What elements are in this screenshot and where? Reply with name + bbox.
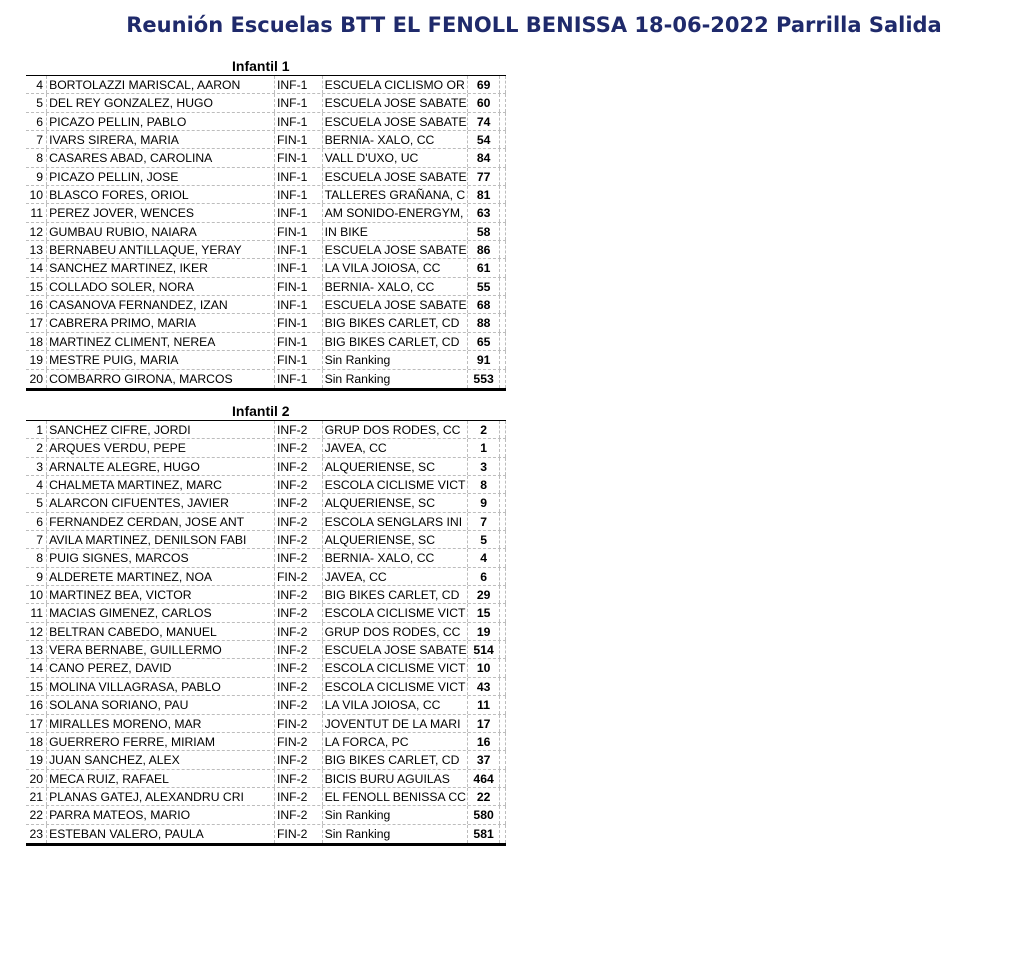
table-row [26, 351, 506, 369]
rider-name-cell: BORTOLAZZI MARISCAL, AARON [47, 76, 275, 93]
club-cell: GRUP DOS RODES, CC [323, 421, 468, 438]
club-cell: JAVEA, CC [323, 439, 468, 456]
club-cell: ESCUELA JOSE SABATE [324, 96, 467, 111]
club-cell: ALQUERIENSE, SC [323, 531, 468, 548]
start-position-cell: 16 [26, 296, 47, 313]
rider-name-cell: BLASCO FORES, ORIOL [47, 186, 275, 203]
rider-name-cell: ALDERETE MARTINEZ, NOA [47, 568, 275, 585]
club-cell: ALQUERIENSE, SC [323, 458, 468, 475]
start-position-cell: 17 [26, 314, 47, 331]
start-position-cell: 20 [26, 770, 47, 787]
ranking-points-cell: 29 [468, 586, 500, 603]
cell-padding [500, 94, 506, 111]
category-cell: FIN-1 [275, 131, 323, 148]
club-cell: BIG BIKES CARLET, CD [323, 314, 468, 331]
start-position-cell: 21 [26, 788, 47, 805]
club-cell: BICIS BURU AGUILAS [323, 770, 468, 787]
table-row [26, 770, 506, 788]
category-cell: FIN-2 [275, 568, 323, 585]
cell-padding [500, 788, 506, 805]
start-position-cell: 3 [26, 458, 47, 475]
page-title: Reunión Escuelas BTT EL FENOLL BENISSA 18-06-2022 Parrilla Salida [126, 13, 942, 37]
cell-padding [500, 241, 506, 258]
start-grid-table [26, 75, 506, 391]
table-row [26, 513, 506, 531]
cell-padding [500, 549, 506, 566]
rider-name-cell: GUERRERO FERRE, MIRIAM [47, 733, 275, 750]
group-title: Infantil 2 [232, 403, 290, 419]
start-position-cell: 19 [26, 351, 47, 368]
ranking-points-cell: 86 [468, 241, 500, 258]
table-row [26, 223, 506, 241]
start-position-cell: 12 [26, 623, 47, 640]
cell-padding [500, 76, 506, 93]
club-cell: BERNIA- XALO, CC [323, 278, 468, 295]
table-row [26, 549, 506, 567]
rider-name-cell: PICAZO PELLIN, JOSE [47, 168, 275, 185]
table-row [26, 494, 506, 512]
category-cell: INF-2 [275, 458, 323, 475]
club-cell: ESCUELA JOSE SABATE [324, 643, 467, 658]
ranking-points-cell: 84 [468, 149, 500, 166]
table-row [26, 149, 506, 167]
rider-name-cell: ALARCON CIFUENTES, JAVIER [47, 494, 275, 511]
group-infantil-2 [26, 402, 506, 846]
ranking-points-cell: 74 [468, 113, 500, 130]
category-cell: INF-1 [275, 94, 323, 111]
rider-name-cell: MIRALLES MORENO, MAR [47, 715, 275, 732]
ranking-points-cell: 4 [468, 549, 500, 566]
category-cell: INF-1 [275, 241, 323, 258]
rider-name-cell: SANCHEZ MARTINEZ, IKER [47, 259, 275, 276]
ranking-points-cell: 2 [468, 421, 500, 438]
start-position-cell: 7 [26, 531, 47, 548]
ranking-points-cell: 68 [468, 296, 500, 313]
table-row [26, 788, 506, 806]
rider-name-cell: MARTINEZ CLIMENT, NEREA [47, 333, 275, 350]
ranking-points-cell: 9 [468, 494, 500, 511]
ranking-points-cell: 15 [468, 604, 500, 621]
category-cell: FIN-1 [275, 333, 323, 350]
table-row [26, 204, 506, 222]
start-position-cell: 10 [26, 186, 47, 203]
start-position-cell: 4 [26, 476, 47, 493]
table-row [26, 715, 506, 733]
club-cell: BIG BIKES CARLET, CD [323, 333, 468, 350]
start-position-cell: 5 [26, 94, 47, 111]
start-position-cell: 8 [26, 149, 47, 166]
club-cell: ESCUELA JOSE SABATE [324, 243, 467, 258]
category-cell: FIN-1 [275, 149, 323, 166]
category-cell: INF-1 [275, 76, 323, 93]
ranking-points-cell: 10 [468, 659, 500, 676]
ranking-points-cell: 22 [468, 788, 500, 805]
table-row [26, 296, 506, 314]
ranking-points-cell: 58 [468, 223, 500, 240]
start-position-cell: 11 [26, 204, 47, 221]
category-cell: INF-2 [275, 696, 323, 713]
rider-name-cell: SANCHEZ CIFRE, JORDI [47, 421, 275, 438]
ranking-points-cell: 8 [468, 476, 500, 493]
cell-padding [500, 623, 506, 640]
cell-padding [500, 641, 506, 658]
ranking-points-cell: 88 [468, 314, 500, 331]
cell-padding [500, 421, 506, 438]
rider-name-cell: VERA BERNABE, GUILLERMO [47, 641, 275, 658]
rider-name-cell: CASANOVA FERNANDEZ, IZAN [47, 296, 275, 313]
start-position-cell: 16 [26, 696, 47, 713]
club-cell: Sin Ranking [323, 825, 468, 843]
category-cell: INF-2 [275, 678, 323, 695]
table-row [26, 421, 506, 439]
category-cell: INF-2 [275, 751, 323, 768]
start-position-cell: 11 [26, 604, 47, 621]
rider-name-cell: CASARES ABAD, CAROLINA [47, 149, 275, 166]
ranking-points-cell: 54 [468, 131, 500, 148]
category-cell: FIN-2 [275, 733, 323, 750]
rider-name-cell: GUMBAU RUBIO, NAIARA [47, 223, 275, 240]
cell-padding [500, 168, 506, 185]
table-row [26, 113, 506, 131]
table-row [26, 806, 506, 824]
cell-padding [500, 751, 506, 768]
table-row [26, 76, 506, 94]
start-position-cell: 7 [26, 131, 47, 148]
start-position-cell: 1 [26, 421, 47, 438]
ranking-points-cell: 11 [468, 696, 500, 713]
start-position-cell: 14 [26, 259, 47, 276]
rider-name-cell: PUIG SIGNES, MARCOS [47, 549, 275, 566]
club-cell: ESCOLA CICLISME VICT [323, 476, 468, 493]
club-cell: ESCOLA CICLISME VICT [323, 659, 468, 676]
start-position-cell: 14 [26, 659, 47, 676]
table-row [26, 678, 506, 696]
cell-padding [500, 770, 506, 787]
rider-name-cell: ARQUES VERDU, PEPE [47, 439, 275, 456]
cell-padding [500, 351, 506, 368]
ranking-points-cell: 1 [468, 439, 500, 456]
cell-padding [500, 204, 506, 221]
rider-name-cell: MACIAS GIMENEZ, CARLOS [47, 604, 275, 621]
table-row [26, 131, 506, 149]
category-cell: INF-1 [275, 204, 323, 221]
table-row [26, 531, 506, 549]
cell-padding [500, 586, 506, 603]
table-row [26, 241, 506, 259]
table-row [26, 259, 506, 277]
cell-padding [500, 531, 506, 548]
category-cell: INF-2 [275, 604, 323, 621]
start-position-cell: 5 [26, 494, 47, 511]
cell-padding [500, 513, 506, 530]
ranking-points-cell: 464 [468, 770, 500, 787]
ranking-points-cell: 514 [468, 641, 500, 658]
rider-name-cell: AVILA MARTINEZ, DENILSON FABI [47, 531, 275, 548]
rider-name-cell: FERNANDEZ CERDAN, JOSE ANT [47, 513, 275, 530]
category-cell: INF-2 [275, 513, 323, 530]
category-cell: INF-1 [275, 113, 323, 130]
category-cell: FIN-2 [275, 715, 323, 732]
cell-padding [500, 806, 506, 823]
start-position-cell: 18 [26, 333, 47, 350]
table-row [26, 458, 506, 476]
rider-name-cell: MARTINEZ BEA, VICTOR [47, 586, 275, 603]
club-cell: GRUP DOS RODES, CC [323, 623, 468, 640]
start-position-cell: 2 [26, 439, 47, 456]
group-title: Infantil 1 [232, 58, 290, 74]
ranking-points-cell: 5 [468, 531, 500, 548]
category-cell: INF-2 [275, 549, 323, 566]
table-row [26, 333, 506, 351]
club-cell: ESCOLA CICLISME VICT [323, 604, 468, 621]
cell-padding [500, 458, 506, 475]
cell-padding [500, 439, 506, 456]
ranking-points-cell: 60 [468, 94, 500, 111]
rider-name-cell: MECA RUIZ, RAFAEL [47, 770, 275, 787]
club-cell: Sin Ranking [323, 370, 468, 388]
club-cell: EL FENOLL BENISSA CC [324, 789, 466, 804]
category-cell: INF-2 [275, 586, 323, 603]
start-position-cell: 6 [26, 513, 47, 530]
category-cell: FIN-2 [275, 825, 323, 843]
club-cell: LA VILA JOIOSA, CC [323, 696, 468, 713]
club-cell: BIG BIKES CARLET, CD [323, 586, 468, 603]
table-row [26, 186, 506, 204]
table-row [26, 623, 506, 641]
club-cell: VALL D'UXO, UC [323, 149, 468, 166]
table-row [26, 696, 506, 714]
club-cell: ESCOLA CICLISME VICT [323, 678, 468, 695]
start-position-cell: 22 [26, 806, 47, 823]
category-cell: INF-2 [275, 623, 323, 640]
start-position-cell: 8 [26, 549, 47, 566]
club-cell: ESCUELA JOSE SABATE [324, 298, 467, 313]
rider-name-cell: ESTEBAN VALERO, PAULA [47, 825, 275, 843]
rider-name-cell: BERNABEU ANTILLAQUE, YERAY [47, 241, 275, 258]
category-cell: INF-2 [275, 770, 323, 787]
rider-name-cell: ARNALTE ALEGRE, HUGO [47, 458, 275, 475]
category-cell: INF-2 [275, 788, 323, 805]
cell-padding [500, 494, 506, 511]
table-row [26, 168, 506, 186]
table-row [26, 476, 506, 494]
cell-padding [500, 678, 506, 695]
rider-name-cell: IVARS SIRERA, MARIA [47, 131, 275, 148]
start-grid-table [26, 420, 506, 846]
start-position-cell: 18 [26, 733, 47, 750]
start-position-cell: 15 [26, 678, 47, 695]
cell-padding [500, 259, 506, 276]
cell-padding [500, 278, 506, 295]
table-row [26, 94, 506, 112]
ranking-points-cell: 3 [468, 458, 500, 475]
table-row [26, 568, 506, 586]
ranking-points-cell: 61 [468, 259, 500, 276]
start-position-cell: 12 [26, 223, 47, 240]
cell-padding [500, 476, 506, 493]
category-cell: INF-1 [275, 370, 323, 388]
category-cell: INF-2 [275, 531, 323, 548]
rider-name-cell: COLLADO SOLER, NORA [47, 278, 275, 295]
category-cell: FIN-1 [275, 223, 323, 240]
club-cell: IN BIKE [323, 223, 468, 240]
start-position-cell: 20 [26, 370, 47, 388]
rider-name-cell: PARRA MATEOS, MARIO [47, 806, 275, 823]
start-position-cell: 10 [26, 586, 47, 603]
club-cell: BERNIA- XALO, CC [323, 549, 468, 566]
ranking-points-cell: 580 [468, 806, 500, 823]
club-cell: ESCUELA CICLISMO OR [323, 76, 468, 93]
rider-name-cell: CABRERA PRIMO, MARIA [47, 314, 275, 331]
rider-name-cell: BELTRAN CABEDO, MANUEL [47, 623, 275, 640]
rider-name-cell: SOLANA SORIANO, PAU [47, 696, 275, 713]
table-row [26, 439, 506, 457]
category-cell: INF-2 [275, 806, 323, 823]
cell-padding [500, 715, 506, 732]
rider-name-cell: JUAN SANCHEZ, ALEX [47, 751, 275, 768]
club-cell: BIG BIKES CARLET, CD [323, 751, 468, 768]
ranking-points-cell: 7 [468, 513, 500, 530]
club-cell: ALQUERIENSE, SC [323, 494, 468, 511]
cell-padding [500, 296, 506, 313]
club-cell: LA FORCA, PC [323, 733, 468, 750]
start-position-cell: 9 [26, 568, 47, 585]
rider-name-cell: PLANAS GATEJ, ALEXANDRU CRI [47, 788, 275, 805]
ranking-points-cell: 19 [468, 623, 500, 640]
club-cell: ESCOLA SENGLARS INI [323, 513, 468, 530]
rider-name-cell: MESTRE PUIG, MARIA [47, 351, 275, 368]
rider-name-cell: PEREZ JOVER, WENCES [47, 204, 275, 221]
category-cell: INF-1 [275, 168, 323, 185]
cell-padding [500, 568, 506, 585]
table-row [26, 825, 506, 843]
rider-name-cell: CANO PEREZ, DAVID [47, 659, 275, 676]
table-row [26, 586, 506, 604]
category-cell: INF-2 [275, 421, 323, 438]
start-position-cell: 15 [26, 278, 47, 295]
category-cell: INF-2 [275, 476, 323, 493]
table-row [26, 641, 506, 659]
ranking-points-cell: 91 [468, 351, 500, 368]
table-row [26, 278, 506, 296]
ranking-points-cell: 581 [468, 825, 500, 843]
category-cell: FIN-1 [275, 314, 323, 331]
ranking-points-cell: 553 [468, 370, 500, 388]
category-cell: FIN-1 [275, 278, 323, 295]
table-row [26, 751, 506, 769]
ranking-points-cell: 17 [468, 715, 500, 732]
ranking-points-cell: 16 [468, 733, 500, 750]
cell-padding [500, 825, 506, 843]
table-row [26, 604, 506, 622]
category-cell: INF-2 [275, 659, 323, 676]
start-position-cell: 23 [26, 825, 47, 843]
rider-name-cell: DEL REY GONZALEZ, HUGO [47, 94, 275, 111]
ranking-points-cell: 37 [468, 751, 500, 768]
club-cell: Sin Ranking [323, 351, 468, 368]
start-position-cell: 4 [26, 76, 47, 93]
category-cell: INF-2 [275, 641, 323, 658]
cell-padding [500, 113, 506, 130]
club-cell: ESCUELA JOSE SABATE [324, 169, 467, 184]
ranking-points-cell: 63 [468, 204, 500, 221]
ranking-points-cell: 43 [468, 678, 500, 695]
ranking-points-cell: 65 [468, 333, 500, 350]
ranking-points-cell: 81 [468, 186, 500, 203]
start-position-cell: 19 [26, 751, 47, 768]
cell-padding [500, 333, 506, 350]
cell-padding [500, 370, 506, 388]
club-cell: BERNIA- XALO, CC [323, 131, 468, 148]
rider-name-cell: PICAZO PELLIN, PABLO [47, 113, 275, 130]
category-cell: FIN-1 [275, 351, 323, 368]
cell-padding [500, 223, 506, 240]
start-position-cell: 6 [26, 113, 47, 130]
category-cell: INF-1 [275, 296, 323, 313]
cell-padding [500, 131, 506, 148]
category-cell: INF-1 [275, 259, 323, 276]
club-cell: LA VILA JOIOSA, CC [323, 259, 468, 276]
rider-name-cell: MOLINA VILLAGRASA, PABLO [47, 678, 275, 695]
group-infantil-1 [26, 57, 506, 391]
start-position-cell: 9 [26, 168, 47, 185]
cell-padding [500, 314, 506, 331]
ranking-points-cell: 6 [468, 568, 500, 585]
ranking-points-cell: 69 [468, 76, 500, 93]
rider-name-cell: COMBARRO GIRONA, MARCOS [47, 370, 275, 388]
table-row [26, 659, 506, 677]
ranking-points-cell: 77 [468, 168, 500, 185]
category-cell: INF-2 [275, 494, 323, 511]
club-cell: JOVENTUT DE LA MARI [323, 715, 468, 732]
rider-name-cell: CHALMETA MARTINEZ, MARC [47, 476, 275, 493]
club-cell: ESCUELA JOSE SABATE [324, 114, 467, 129]
club-cell: AM SONIDO-ENERGYM, [323, 204, 468, 221]
cell-padding [500, 733, 506, 750]
club-cell: Sin Ranking [323, 806, 468, 823]
category-cell: INF-1 [275, 186, 323, 203]
table-row [26, 370, 506, 388]
start-position-cell: 13 [26, 241, 47, 258]
cell-padding [500, 149, 506, 166]
start-position-cell: 17 [26, 715, 47, 732]
club-cell: TALLERES GRAÑANA, C [323, 186, 468, 203]
ranking-points-cell: 55 [468, 278, 500, 295]
club-cell: JAVEA, CC [323, 568, 468, 585]
table-row [26, 733, 506, 751]
cell-padding [500, 659, 506, 676]
start-position-cell: 13 [26, 641, 47, 658]
table-row [26, 314, 506, 332]
cell-padding [500, 186, 506, 203]
category-cell: INF-2 [275, 439, 323, 456]
cell-padding [500, 604, 506, 621]
cell-padding [500, 696, 506, 713]
